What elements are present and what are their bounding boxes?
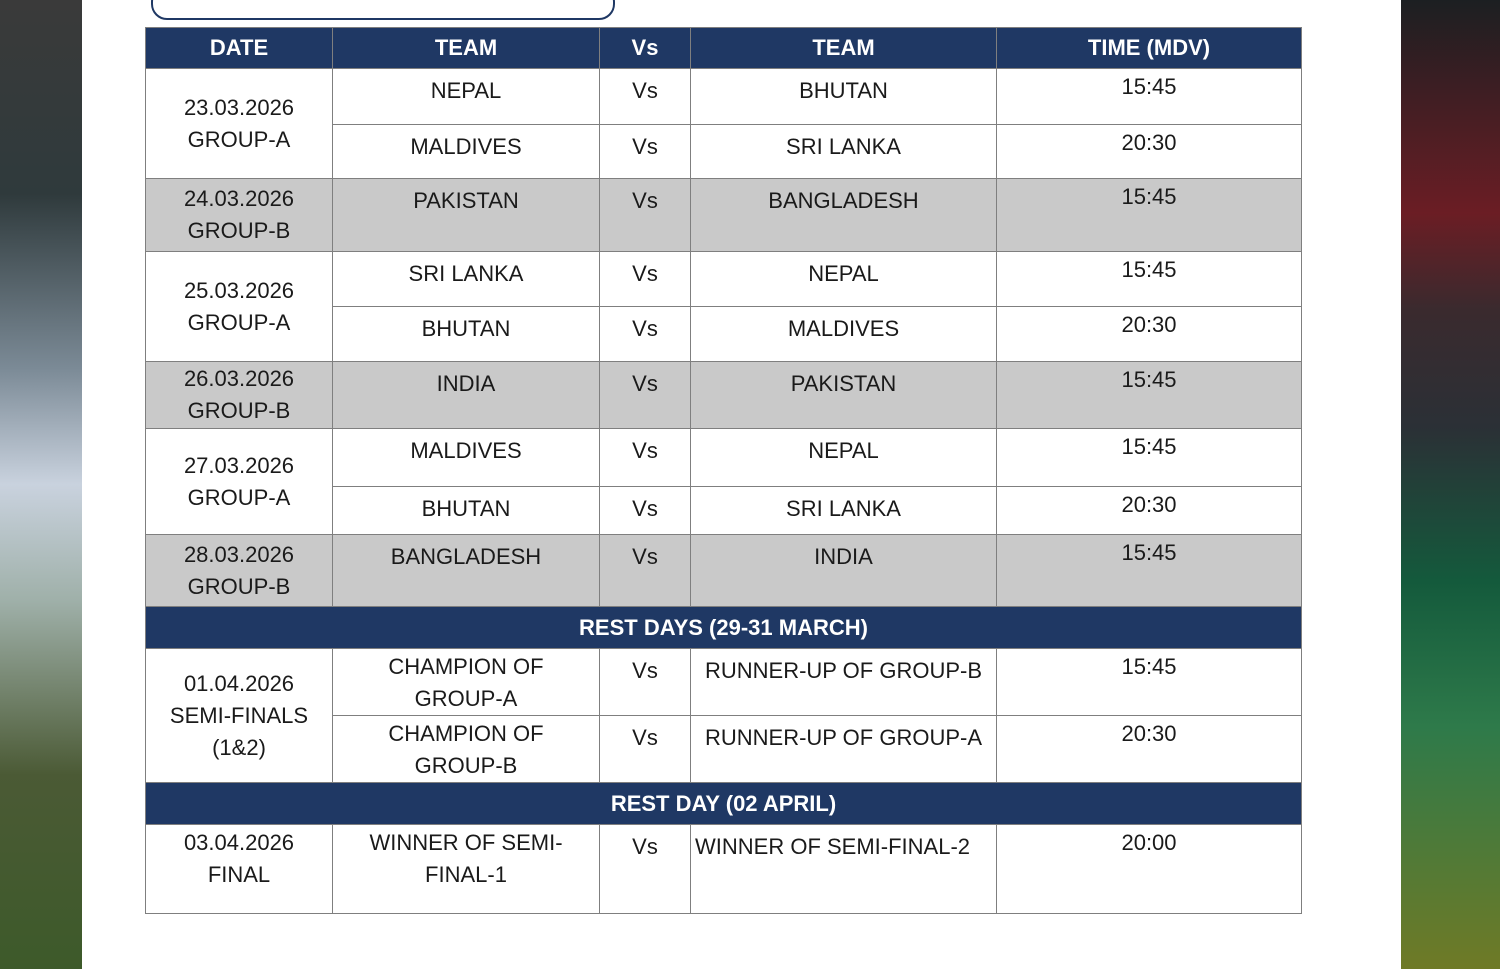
team-1-cell: BHUTAN	[333, 487, 600, 535]
match-date: 25.03.2026	[183, 277, 295, 303]
team-1-cell: BANGLADESH	[333, 535, 600, 607]
vs-cell: Vs	[600, 429, 691, 487]
team-2-cell: RUNNER-UP OF GROUP-A	[691, 716, 997, 783]
team-1-cell	[333, 716, 600, 783]
team-1-cell: SRI LANKA	[333, 252, 600, 307]
date-cell	[146, 69, 333, 179]
team-2-cell: NEPAL	[691, 252, 997, 307]
match-time: 15:45	[1121, 654, 1177, 679]
rest-days-label: REST DAYS (29-31 MARCH)	[146, 607, 1302, 649]
date-cell	[146, 252, 333, 362]
vs-cell: Vs	[600, 252, 691, 307]
match-stage: GROUP-B	[187, 218, 291, 243]
time-cell	[997, 69, 1302, 125]
time-cell	[997, 252, 1302, 307]
vs-cell: Vs	[600, 125, 691, 179]
date-cell	[146, 362, 333, 429]
match-stage: GROUP-A	[187, 126, 291, 152]
rest-day-label: REST DAY (02 APRIL)	[146, 783, 1302, 825]
match-time: 15:45	[1121, 184, 1177, 209]
date-cell	[146, 179, 333, 252]
team-1-line-2: GROUP-A	[414, 686, 518, 711]
team-1-cell: MALDIVES	[333, 125, 600, 179]
team-1-cell: BHUTAN	[333, 307, 600, 362]
team-2-cell: INDIA	[691, 535, 997, 607]
table-header-row	[146, 28, 1302, 69]
match-stage: GROUP-B	[187, 398, 291, 423]
vs-cell: Vs	[600, 362, 691, 429]
team-2-cell: SRI LANKA	[691, 125, 997, 179]
time-cell	[997, 307, 1302, 362]
time-cell	[997, 362, 1302, 429]
team-2-cell: WINNER OF SEMI-FINAL-2	[691, 825, 997, 914]
vs-cell: Vs	[600, 535, 691, 607]
match-time: 15:45	[1121, 257, 1177, 282]
table-row	[146, 535, 1302, 607]
date-cell	[146, 535, 333, 607]
header-date: DATE	[146, 28, 333, 69]
match-date: 27.03.2026	[183, 452, 295, 478]
table-row	[146, 429, 1302, 487]
team-1-line-1: CHAMPION OF	[388, 654, 544, 679]
match-time: 20:30	[1121, 130, 1177, 155]
time-cell	[997, 125, 1302, 179]
header-time: TIME (MDV)	[997, 28, 1302, 69]
table-row	[146, 69, 1302, 125]
vs-cell: Vs	[600, 649, 691, 716]
background-right	[1401, 0, 1500, 969]
match-stage: GROUP-A	[187, 309, 291, 335]
match-date: 03.04.2026	[183, 830, 295, 855]
schedule-sheet	[82, 0, 1401, 969]
date-cell	[146, 649, 333, 783]
time-cell	[997, 649, 1302, 716]
team-1-line-1: CHAMPION OF	[388, 721, 544, 746]
time-cell	[997, 716, 1302, 783]
rest-days-row	[146, 607, 1302, 649]
match-time: 20:30	[1121, 312, 1177, 337]
match-date: 26.03.2026	[183, 366, 295, 391]
match-stage: GROUP-B	[187, 573, 291, 599]
team-1-line-2: FINAL-1	[425, 862, 507, 887]
vs-cell: Vs	[600, 307, 691, 362]
time-cell	[997, 487, 1302, 535]
match-time: 15:45	[1121, 74, 1177, 99]
vs-cell: Vs	[600, 716, 691, 783]
match-time: 20:30	[1121, 721, 1177, 746]
team-1-cell: PAKISTAN	[333, 179, 600, 252]
match-stage: GROUP-A	[187, 484, 291, 510]
match-date: 24.03.2026	[183, 186, 295, 211]
header-vs: Vs	[600, 28, 691, 69]
search-input[interactable]	[151, 0, 615, 20]
team-1-cell: MALDIVES	[333, 429, 600, 487]
match-date: 01.04.2026	[183, 670, 295, 696]
team-1-line-1: WINNER OF SEMI-	[369, 830, 563, 855]
schedule-table	[145, 27, 1302, 914]
time-cell	[997, 535, 1302, 607]
match-date: 23.03.2026	[183, 94, 295, 120]
time-cell	[997, 825, 1302, 914]
match-time: 20:30	[1121, 492, 1177, 517]
vs-cell: Vs	[600, 825, 691, 914]
match-stage: SEMI-FINALS	[169, 702, 309, 728]
team-2-cell: NEPAL	[691, 429, 997, 487]
team-2-cell: PAKISTAN	[691, 362, 997, 429]
table-row	[146, 825, 1302, 914]
table-row	[146, 649, 1302, 716]
team-2-cell: RUNNER-UP OF GROUP-B	[691, 649, 997, 716]
team-2-cell: MALDIVES	[691, 307, 997, 362]
vs-cell: Vs	[600, 179, 691, 252]
time-cell	[997, 429, 1302, 487]
match-time: 15:45	[1121, 434, 1177, 459]
match-stage: FINAL	[207, 862, 271, 887]
match-date: 28.03.2026	[183, 541, 295, 567]
table-row	[146, 179, 1302, 252]
table-row	[146, 362, 1302, 429]
vs-cell: Vs	[600, 69, 691, 125]
time-cell	[997, 179, 1302, 252]
match-time: 15:45	[1121, 367, 1177, 392]
team-2-cell: SRI LANKA	[691, 487, 997, 535]
match-time: 20:00	[1121, 830, 1177, 855]
team-1-cell: INDIA	[333, 362, 600, 429]
team-1-cell	[333, 825, 600, 914]
header-team-1: TEAM	[333, 28, 600, 69]
team-1-line-2: GROUP-B	[414, 753, 518, 778]
header-team-2: TEAM	[691, 28, 997, 69]
team-1-cell: NEPAL	[333, 69, 600, 125]
match-stage-detail: (1&2)	[212, 734, 266, 760]
rest-day-row	[146, 783, 1302, 825]
team-2-cell: BANGLADESH	[691, 179, 997, 252]
table-row	[146, 252, 1302, 307]
team-2-cell: BHUTAN	[691, 69, 997, 125]
date-cell	[146, 825, 333, 914]
vs-cell: Vs	[600, 487, 691, 535]
match-time: 15:45	[1121, 540, 1177, 565]
background-left	[0, 0, 82, 969]
team-1-cell	[333, 649, 600, 716]
date-cell	[146, 429, 333, 535]
